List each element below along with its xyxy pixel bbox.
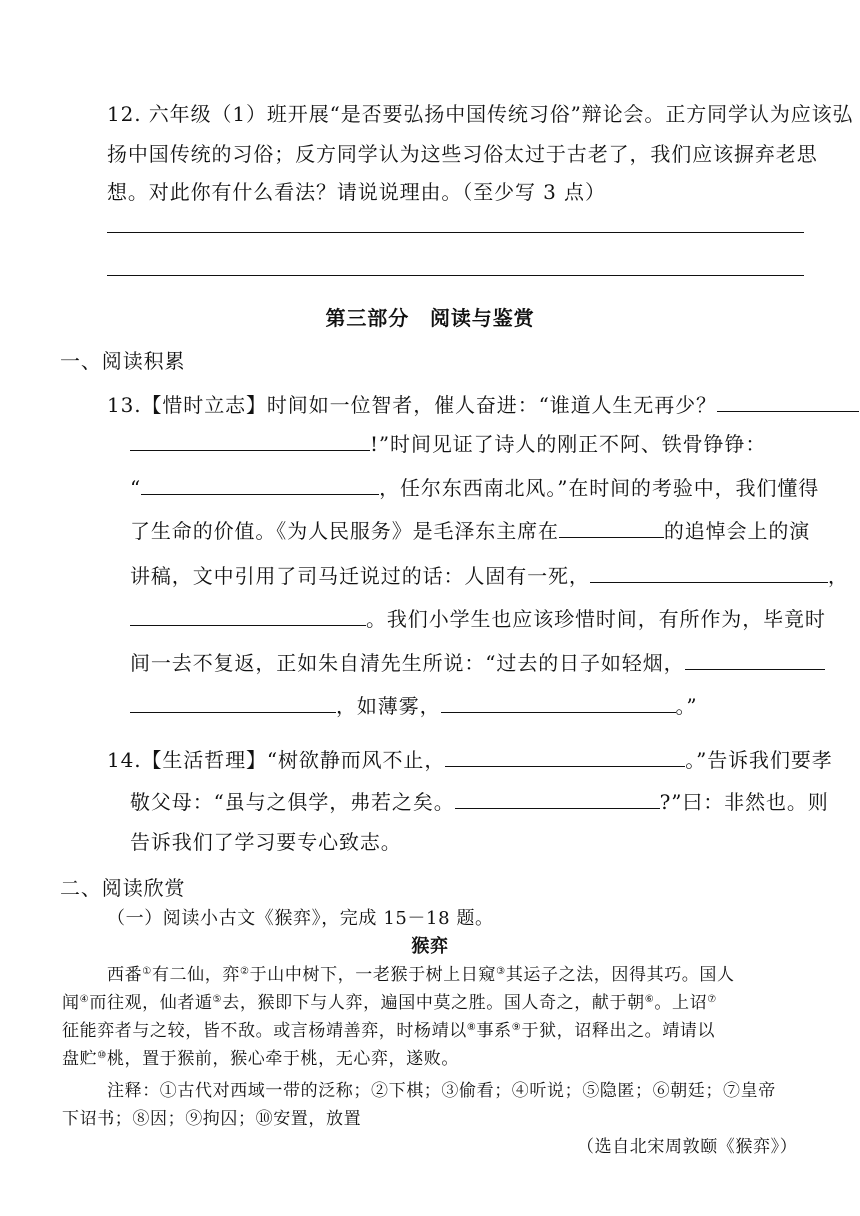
footnote-mark: ⑧	[466, 1021, 477, 1033]
source-citation: （选自北宋周敦颐《猴弈》）	[577, 1137, 798, 1157]
footnote-mark: ⑦	[707, 993, 717, 1005]
q14-blank-1[interactable]	[445, 745, 685, 767]
q12-line-2: 扬中国传统的习俗；反方同学认为这些习俗太过于古老了，我们应该摒弃老思	[107, 142, 818, 166]
notes-line-2: 下诏书；⑧因；⑨拘囚；⑩安置，放置	[62, 1109, 362, 1129]
q13-l2-text: !”时间见证了诗人的刚正不阿、铁骨铮铮：	[370, 432, 767, 456]
answer-line-1[interactable]	[107, 232, 804, 233]
q14-line-1	[107, 744, 833, 773]
passage-text: 而往观，仙者遁	[89, 993, 213, 1013]
q14-line-2	[130, 786, 829, 815]
q13-l4-text-end: 的追悼会上的演	[663, 519, 811, 543]
q13-blank-7[interactable]	[685, 648, 825, 670]
passage-text: 闻	[62, 993, 80, 1013]
footnote-mark: ①	[142, 965, 152, 977]
q13-l3-quote: “	[130, 476, 142, 500]
q13-line-6	[130, 603, 826, 632]
subsection-1-instruction: （一）阅读小古文《猴弈》，完成 15－18 题。	[107, 908, 494, 929]
passage-text: 于狱，诏释出之。靖请以	[521, 1021, 716, 1041]
passage-text: 西番	[107, 965, 143, 985]
footnote-mark: ②	[239, 965, 250, 977]
part3-title: 第三部分 阅读与鉴赏	[325, 306, 535, 330]
q13-l5-text: 讲稿，文中引用了司马迁说过的话：人固有一死，	[130, 564, 590, 588]
q13-l8-end: 。”	[675, 694, 698, 718]
q13-line-7	[130, 647, 825, 676]
passage-text: 去，猴即下与人弈，遍国中莫之胜。国人奇之，献于朝	[222, 993, 645, 1013]
notes-line-1: 注释：①古代对西域一带的泛称；②下棋；③偷看；④听说；⑤隐匿；⑥朝廷；⑦皇帝	[107, 1081, 776, 1101]
q13-line-1	[107, 389, 859, 418]
q14-l2-end: ?”曰：非然也。则	[659, 790, 829, 814]
footnote-mark: ⑩	[97, 1049, 107, 1061]
q13-blank-8[interactable]	[130, 691, 336, 713]
q13-blank-2[interactable]	[130, 429, 370, 451]
footnote-mark: ⑥	[644, 993, 655, 1005]
passage-text: 有二仙，弈	[151, 965, 240, 985]
q13-line-4	[130, 515, 810, 544]
passage-text: 事系	[476, 1021, 512, 1041]
q13-line-5	[130, 560, 849, 589]
q13-l4-text: 了生命的价值。《为人民服务》是毛泽东主席在	[130, 519, 559, 543]
q13-l3-text: ，任尔东西南北风。”在时间的考验中，我们懂得	[379, 476, 820, 500]
q13-blank-6[interactable]	[130, 604, 366, 626]
poem-title: 猴弈	[411, 936, 449, 957]
q13-l1-text: 13.【惜时立志】时间如一位智者，催人奋进：“谁道人生无再少？	[107, 393, 717, 417]
passage-line-3	[62, 1016, 715, 1041]
q13-l6-text: 。我们小学生也应该珍惜时间，有所作为，毕竟时	[366, 607, 826, 631]
footnote-mark: ⑤	[212, 993, 223, 1005]
passage-text: 其运子之法，因得其巧。国人	[505, 965, 735, 985]
q14-l1-end: 。”告诉我们要孝	[685, 748, 833, 772]
section1-title: 一、阅读积累	[60, 349, 186, 373]
q13-line-8	[130, 690, 698, 719]
footnote-mark: ③	[496, 965, 506, 977]
passage-line-1	[107, 960, 735, 985]
passage-text: 。上诏	[654, 993, 708, 1013]
passage-text: 征能弈者与之较，皆不敌。或言杨靖善弈，时杨靖以	[62, 1021, 467, 1041]
answer-line-2[interactable]	[107, 275, 804, 276]
q13-line-3	[130, 472, 819, 501]
q14-l2-text: 敬父母：“虽与之俱学，弗若之矣。	[130, 790, 455, 814]
q14-line-3: 告诉我们了学习要专心致志。	[130, 830, 402, 854]
q13-blank-5[interactable]	[590, 561, 828, 583]
q13-l5-comma: ，	[827, 564, 849, 588]
q14-l1-text: 14.【生活哲理】“树欲静而风不止，	[107, 748, 446, 772]
q13-blank-1[interactable]	[717, 390, 859, 412]
q12-line-3: 想。对此你有什么看法？请说说理由。（至少写 3 点）	[107, 180, 606, 204]
q13-blank-9[interactable]	[441, 691, 676, 713]
q13-blank-4[interactable]	[559, 516, 664, 538]
passage-text: 桃，置于猴前，猴心牵于桃，无心弈，遂败。	[106, 1049, 459, 1069]
q12-line-1: 12. 六年级（1）班开展“是否要弘扬中国传统习俗”辩论会。正方同学认为应该弘	[107, 102, 854, 126]
q13-l8-text: ，如薄雾，	[336, 694, 441, 718]
footnote-mark: ④	[79, 993, 90, 1005]
section2-title: 二、阅读欣赏	[60, 876, 186, 900]
q13-line-2	[130, 428, 766, 457]
passage-line-2	[62, 988, 717, 1013]
q13-l7-text: 间一去不复返，正如朱自清先生所说：“过去的日子如轻烟，	[130, 651, 685, 675]
q13-blank-3[interactable]	[141, 473, 379, 495]
q14-blank-2[interactable]	[455, 787, 660, 809]
passage-line-4	[62, 1044, 459, 1069]
footnote-mark: ⑨	[511, 1021, 522, 1033]
passage-text: 于山中树下，一老猴于树上日窥	[249, 965, 497, 985]
passage-text: 盘贮	[62, 1049, 98, 1069]
